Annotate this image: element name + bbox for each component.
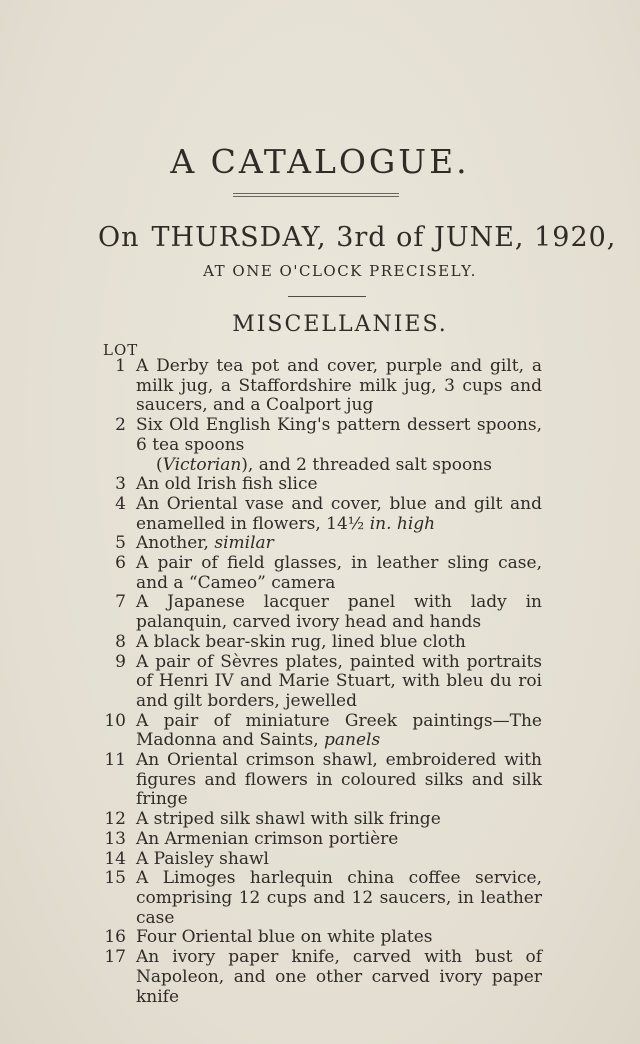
lot-description: An Oriental vase and cover, blue and gilt and enamelled in flowers, 14½ in. high bbox=[136, 493, 542, 534]
lot-number: 7 bbox=[115, 592, 126, 613]
section-rule bbox=[288, 296, 366, 297]
lot-description: A Limoges harlequin china coffee service, comprising 12 cups and 12 saucers, in leather case bbox=[136, 868, 542, 928]
lot-number: 1 bbox=[115, 356, 126, 376]
lot-number: 3 bbox=[115, 474, 126, 495]
lot-number: 13 bbox=[104, 828, 126, 849]
lot-item bbox=[96, 869, 542, 928]
lot-number: 2 bbox=[115, 415, 126, 436]
lot-description: An old Irish fish slice bbox=[136, 474, 318, 495]
lot-description: A striped silk shawl with silk fringe bbox=[136, 809, 441, 830]
lot-column-header: LOT bbox=[103, 341, 139, 359]
lot-number: 16 bbox=[104, 927, 126, 948]
lot-list bbox=[96, 357, 542, 1007]
lot-item bbox=[96, 633, 542, 653]
lot-item bbox=[96, 357, 542, 416]
sale-time: AT ONE O'CLOCK PRECISELY. bbox=[203, 262, 477, 280]
title-rule bbox=[233, 193, 399, 197]
lot-description: Four Oriental blue on white plates bbox=[136, 927, 433, 948]
lot-description: A pair of Sèvres plates, painted with portraits of Henri IV and Marie Stuart, with bleu du roi and gilt borders, jewelled bbox=[136, 651, 542, 711]
lot-description: An ivory paper knife, carved with bust of Napoleon, and one other carved ivory paper knife bbox=[136, 947, 542, 1007]
lot-item bbox=[96, 712, 542, 751]
lot-item bbox=[96, 554, 542, 593]
lot-item bbox=[96, 928, 542, 948]
lot-number: 8 bbox=[115, 631, 126, 652]
lot-item bbox=[96, 751, 542, 810]
lot-description: A Derby tea pot and cover, purple and gilt, a milk jug, a Staffordshire milk jug, 3 cups and saucers, and a Coalport jug bbox=[136, 356, 542, 416]
lot-item bbox=[96, 593, 542, 632]
lot-number: 4 bbox=[115, 493, 126, 514]
lot-item bbox=[96, 475, 542, 495]
lot-number: 14 bbox=[104, 848, 126, 869]
lot-description bbox=[136, 416, 542, 475]
lot-number: 15 bbox=[104, 868, 126, 889]
lot-description: A black bear-skin rug, lined blue cloth bbox=[136, 631, 466, 652]
section-heading: MISCELLANIES. bbox=[232, 312, 448, 337]
lot-item bbox=[96, 534, 542, 554]
lot-item bbox=[96, 948, 542, 1007]
lot-number: 12 bbox=[104, 809, 126, 830]
sale-date-line bbox=[98, 222, 638, 253]
lot-description: An Oriental crimson shawl, embroidered with figures and flowers in coloured silks and silk fringe bbox=[136, 750, 542, 810]
sale-date: THURSDAY, 3rd of JUNE, 1920, bbox=[151, 222, 617, 253]
lot-description: A Japanese lacquer panel with lady in palanquin, carved ivory head and hands bbox=[136, 592, 542, 633]
lot-item bbox=[96, 495, 542, 534]
lot-description-line: Six Old English King's pattern dessert spoons, 6 tea spoons bbox=[136, 415, 542, 455]
lot-item bbox=[96, 653, 542, 712]
lot-item bbox=[96, 416, 542, 475]
lot-description: A Paisley shawl bbox=[136, 848, 269, 869]
lot-item bbox=[96, 830, 542, 850]
lot-number: 17 bbox=[104, 947, 126, 968]
lot-item bbox=[96, 850, 542, 870]
lot-description: A pair of field glasses, in leather sling case, and a “Cameo” camera bbox=[136, 553, 542, 593]
catalogue-title: A CATALOGUE. bbox=[170, 142, 470, 181]
lot-number: 6 bbox=[115, 553, 126, 574]
lot-number: 5 bbox=[115, 533, 126, 554]
lot-description: A pair of miniature Greek paintings—The Madonna and Saints, panels bbox=[136, 710, 542, 751]
lot-description: An Armenian crimson portière bbox=[136, 828, 399, 849]
lot-number: 10 bbox=[104, 710, 126, 731]
lot-item bbox=[96, 810, 542, 830]
on-word: On bbox=[98, 222, 140, 253]
lot-description: Another, similar bbox=[136, 533, 274, 554]
lot-number: 9 bbox=[115, 651, 126, 672]
lot-number: 11 bbox=[104, 750, 126, 771]
lot-description-continued: (Victorian), and 2 threaded salt spoons bbox=[156, 454, 492, 475]
